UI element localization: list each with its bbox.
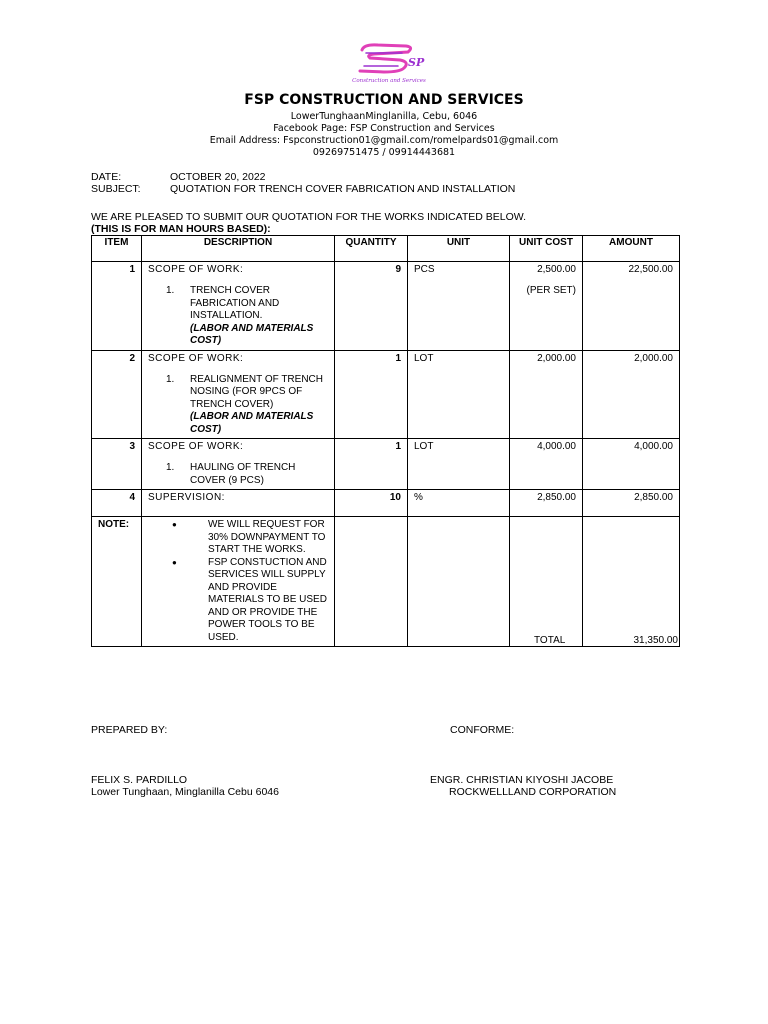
header-description: DESCRIPTION — [142, 236, 335, 262]
sub-text: REALIGNMENT OF TRENCH NOSING (FOR 9PCS OF TRENCH COVER) — [190, 373, 323, 410]
row-amount: 22,500.00 — [583, 262, 680, 351]
client-name: ENGR. CHRISTIAN KIYOSHI JACOBE — [430, 774, 614, 786]
bullet-icon: ● — [172, 557, 177, 567]
unit-cost-note: (PER SET) — [526, 285, 576, 296]
date-value: OCTOBER 20, 2022 — [170, 171, 266, 183]
note-text: FSP CONSTUCTION AND SERVICES WILL SUPPLY AND PROVIDE MATERIALS TO BE USED AND OR PROVIDE THE POWER TOOLS TO BE USED. — [208, 556, 327, 643]
header-quantity: QUANTITY — [335, 236, 408, 262]
sub-number: 1. — [166, 285, 175, 296]
empty-cell — [510, 517, 583, 647]
conforme-label: CONFORME: — [450, 724, 515, 736]
header-item: ITEM — [92, 236, 142, 262]
company-facebook: Facebook Page: FSP Construction and Services — [273, 123, 495, 134]
row-description — [142, 439, 335, 490]
company-name: FSP CONSTRUCTION AND SERVICES — [244, 92, 524, 108]
preparer-address: Lower Tunghaan, Minglanilla Cebu 6046 — [91, 786, 279, 798]
sub-number: 1. — [166, 373, 175, 385]
notes-cell — [142, 517, 335, 647]
row-description — [142, 262, 335, 351]
header-unit-cost: UNIT COST — [510, 236, 583, 262]
total-label: TOTAL — [534, 635, 566, 646]
quotation-table — [91, 235, 680, 647]
list-item — [148, 557, 328, 645]
row-quantity: 10 — [335, 490, 408, 517]
unit-cost-value: 2,500.00 — [537, 264, 576, 275]
row-quantity: 1 — [335, 439, 408, 490]
row-quantity: 1 — [335, 350, 408, 439]
row-description: SUPERVISION: — [142, 490, 335, 517]
intro-text: WE ARE PLEASED TO SUBMIT OUR QUOTATION FOR THE WORKS INDICATED BELOW. — [91, 211, 527, 223]
row-unit: % — [408, 490, 510, 517]
table-row — [92, 262, 680, 351]
prepared-by-label: PREPARED BY: — [91, 724, 168, 736]
table-header-row — [92, 236, 680, 262]
bullet-icon: ● — [172, 520, 177, 529]
header-amount: AMOUNT — [583, 236, 680, 262]
basis-text: (THIS IS FOR MAN HOURS BASED): — [91, 223, 271, 235]
row-description — [142, 350, 335, 439]
sub-text: HAULING OF TRENCH COVER (9 PCS) — [190, 462, 296, 486]
company-phones: 09269751475 / 09914443681 — [312, 147, 456, 158]
empty-cell — [335, 517, 408, 647]
sub-text: TRENCH COVER FABRICATION AND INSTALLATION. — [190, 285, 280, 321]
note-text: WE WILL REQUEST FOR 30% DOWNPAYMENT TO START THE WORKS. — [208, 519, 326, 555]
cost-note: (LABOR AND MATERIALS COST) — [190, 411, 314, 435]
company-email: Email Address: Fspconstruction01@gmail.com/romelpards01@gmail.com — [209, 135, 559, 146]
empty-cell — [583, 517, 680, 647]
logo-subtitle: Construction and Services — [352, 78, 426, 84]
row-amount: 2,850.00 — [583, 490, 680, 517]
row-unit: PCS — [408, 262, 510, 351]
row-item: 1 — [92, 262, 142, 351]
cost-note: (LABOR AND MATERIALS COST) — [190, 322, 314, 346]
notes-row — [92, 517, 680, 647]
row-item: 4 — [92, 490, 142, 517]
list-item — [148, 519, 328, 557]
table-row — [92, 439, 680, 490]
row-item: 2 — [92, 350, 142, 439]
row-item: 3 — [92, 439, 142, 490]
row-amount: 4,000.00 — [583, 439, 680, 490]
table-row — [92, 490, 680, 517]
total-value: 31,350.00 — [633, 635, 678, 646]
row-unit-cost — [510, 262, 583, 351]
subject-label: SUBJECT: — [91, 183, 141, 195]
client-company: ROCKWELLLAND CORPORATION — [449, 786, 617, 798]
date-label: DATE: — [91, 171, 122, 183]
row-unit: LOT — [408, 439, 510, 490]
row-unit: LOT — [408, 350, 510, 439]
note-label: NOTE: — [92, 517, 142, 647]
row-quantity: 9 — [335, 262, 408, 351]
row-unit-cost: 4,000.00 — [510, 439, 583, 490]
row-amount: 2,000.00 — [583, 350, 680, 439]
row-unit-cost: 2,850.00 — [510, 490, 583, 517]
row-unit-cost: 2,000.00 — [510, 350, 583, 439]
scope-label: SCOPE OF WORK: — [148, 441, 244, 452]
header-unit: UNIT — [408, 236, 510, 262]
scope-label: SCOPE OF WORK: — [148, 352, 244, 364]
empty-cell — [408, 517, 510, 647]
table-row — [92, 350, 680, 439]
scope-label: SCOPE OF WORK: — [148, 264, 244, 275]
company-address: LowerTunghaanMinglanilla, Cebu, 6046 — [290, 111, 478, 122]
preparer-name: FELIX S. PARDILLO — [91, 774, 188, 786]
notes-list — [148, 519, 328, 644]
sub-number: 1. — [166, 462, 175, 473]
subject-value: QUOTATION FOR TRENCH COVER FABRICATION AND INSTALLATION — [170, 183, 516, 195]
company-logo — [344, 40, 434, 86]
logo-initials: SP — [408, 56, 425, 69]
